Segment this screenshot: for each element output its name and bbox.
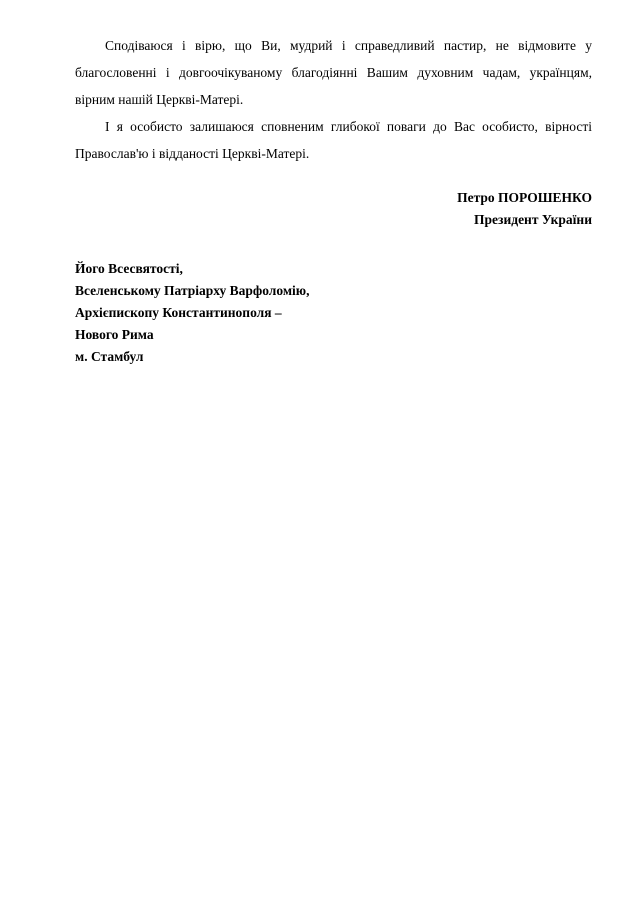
addressee-line: Його Всесвятості, bbox=[75, 261, 183, 276]
addressee-line: Архієпископу Константинополя – bbox=[75, 305, 282, 320]
letter-paragraph: І я особисто залишаюся сповненим глибокої поваги до Вас особисто, вірності Православ'ю і відданості Церкві-Матері. bbox=[75, 119, 592, 161]
addressee-block bbox=[75, 258, 592, 368]
signatory-title: Президент України bbox=[474, 212, 592, 227]
signatory-name: Петро ПОРОШЕНКО bbox=[457, 190, 592, 205]
addressee-line: м. Стамбул bbox=[75, 349, 144, 364]
letter-paragraph: Сподіваюся і вірю, що Ви, мудрий і справедливий пастир, не відмовите у благословенні і довгоочікуваному благодіянні Вашим духовним чадам, українцям, вірним нашій Церкві-Матері. bbox=[75, 38, 592, 107]
signature-block bbox=[75, 187, 592, 231]
addressee-line: Вселенському Патріарху Варфоломію, bbox=[75, 283, 310, 298]
addressee-line: Нового Рима bbox=[75, 327, 154, 342]
letter-page bbox=[75, 32, 592, 368]
